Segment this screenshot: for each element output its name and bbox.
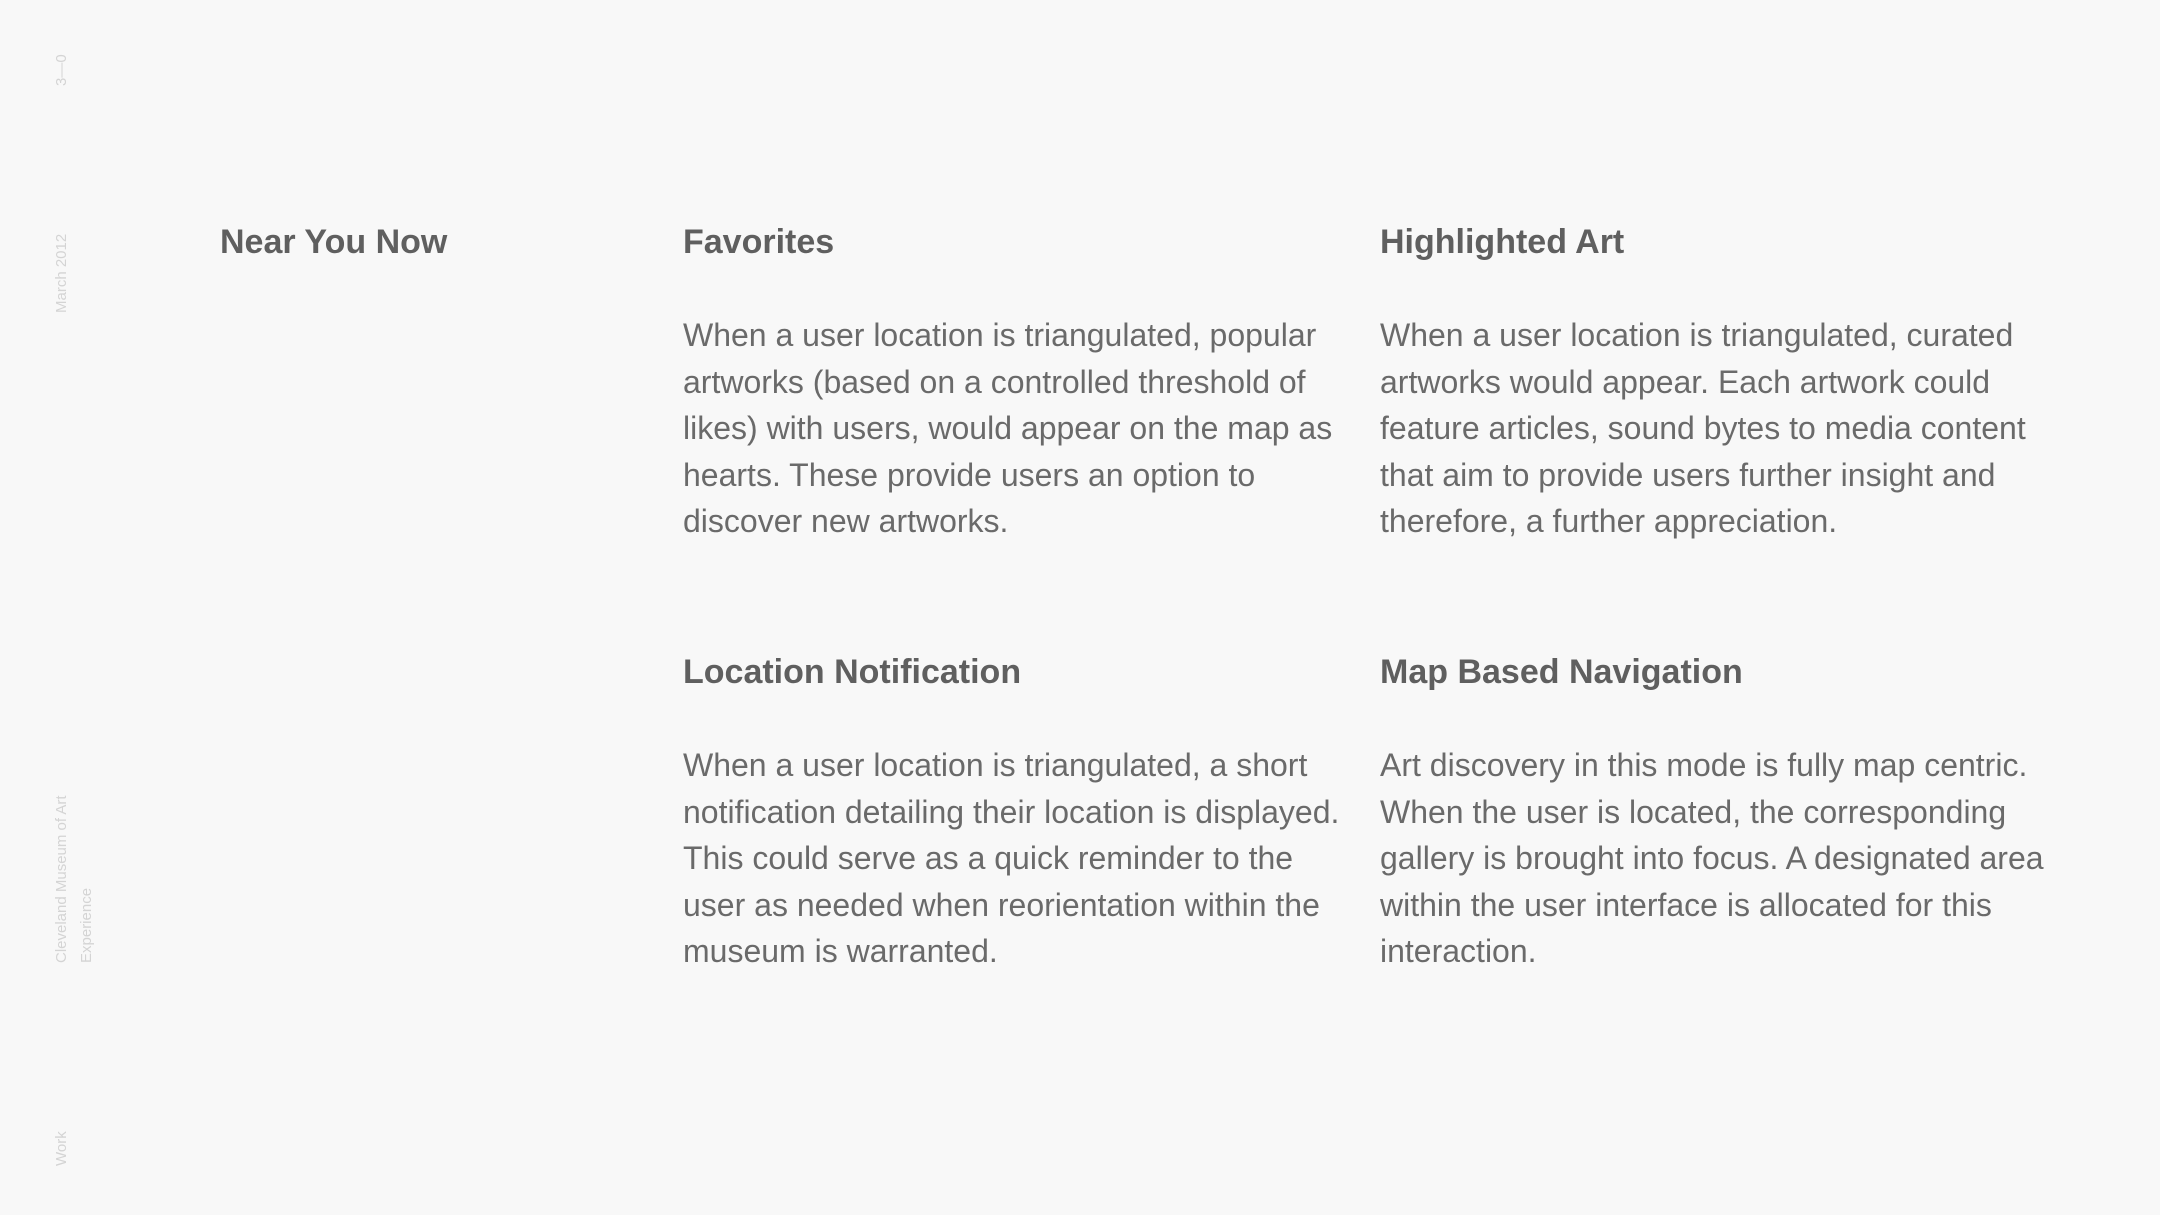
location-notification-description: When a user location is triangulated, a short notification detailing their location is displayed. This could serve as a quick reminder to the user as needed when reorientation within the museum is warranted.	[683, 747, 1340, 969]
project-name-line-2: Experience	[78, 887, 95, 963]
location-notification-title: Location Notification	[683, 653, 1022, 691]
slide-number	[49, 54, 74, 86]
project-name	[49, 795, 99, 963]
map-based-navigation-description: Art discovery in this mode is fully map centric. When the user is located, the corresponding gallery is brought into focus. A designated area within the user interface is allocated for this interaction.	[1380, 747, 2044, 969]
favorites-title: Favorites	[683, 223, 835, 261]
slide-number-text: 3—0	[53, 54, 70, 86]
highlighted-art-title: Highlighted Art	[1380, 223, 1625, 261]
section-label	[49, 1131, 74, 1166]
favorites-description: When a user location is triangulated, popular artworks (based on a controlled threshold of likes) with users, would appear on the map as hearts. These provide users an option to discover new artworks.	[683, 317, 1333, 539]
section-title: Near You Now	[220, 223, 448, 261]
map-based-navigation-title: Map Based Navigation	[1380, 653, 1743, 691]
slide-date	[49, 234, 74, 313]
project-name-line-1: Cleveland Museum of Art	[53, 795, 70, 963]
section-label-text: Work	[53, 1131, 70, 1166]
slide-date-text: March 2012	[53, 233, 70, 313]
highlighted-art-description: When a user location is triangulated, curated artworks would appear. Each artwork could feature articles, sound bytes to media content that aim to provide users further insight and therefore, a further appreciation.	[1380, 317, 2026, 539]
